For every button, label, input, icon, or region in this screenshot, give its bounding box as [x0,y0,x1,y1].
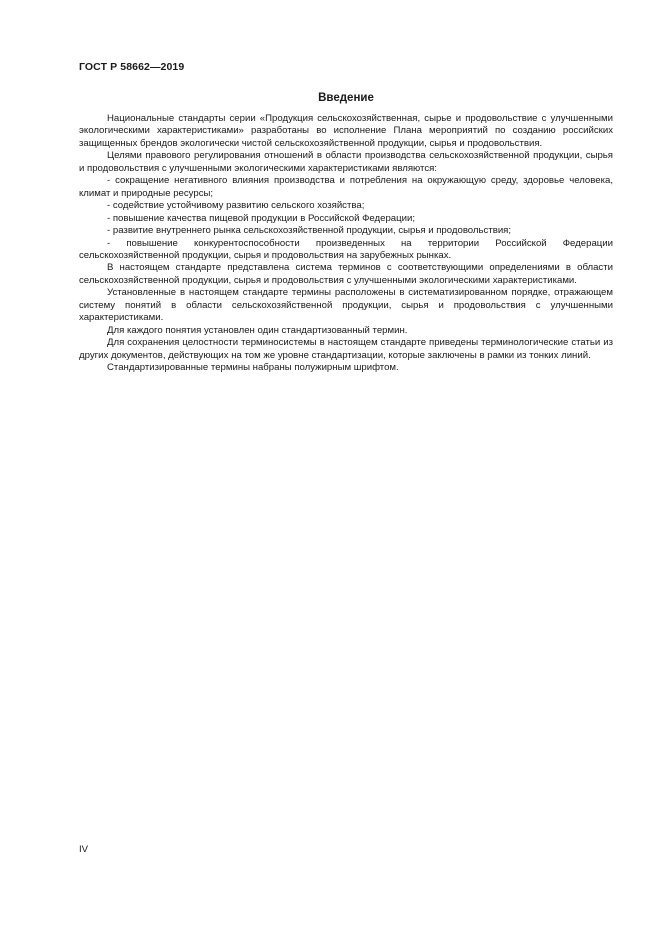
paragraph: Установленные в настоящем стандарте термины расположены в систематизированном порядке, отражающем систему понятий в области сельскохозяйственной продукции, сырья и продовольствия с улучшенными характеристиками. [79,287,613,324]
page-number: IV [79,844,89,855]
paragraph: Стандартизированные термины набраны полужирным шрифтом. [107,362,399,374]
paragraph: Целями правового регулирования отношений в области производства сельскохозяйственной продукции, сырья и продовольствия с улучшенными экологическими характеристиками являются: [79,150,613,174]
list-item: - содействие устойчивому развитию сельского хозяйства; [107,200,365,212]
section-body [79,113,613,375]
section-title: Введение [318,92,374,104]
list-item: - повышение качества пищевой продукции в Российской Федерации; [107,212,416,224]
list-item: - развитие внутреннего рынка сельскохозяйственной продукции, сырья и продовольствия; [107,225,512,237]
list-item: - сокращение негативного влияния производства и потребления на окружающую среду, здоровье человека, климат и природные ресурсы; [79,175,613,199]
list-item: - повышение конкурентоспособности произведенных на территории Российской Федерации сельскохозяйственной продукции, сырья и продовольствия на зарубежных рынках. [79,237,613,261]
paragraph: Для сохранения целостности терминосистемы в настоящем стандарте приведены терминологические статьи из других документов, действующих на том же уровне стандартизации, которые заключены в рамки из тонких линий. [79,337,613,361]
paragraph: В настоящем стандарте представлена система терминов с соответствующими определениями в области сельскохозяйственной продукции, сырья и продовольствия с улучшенными экологическими характеристиками. [79,262,613,286]
paragraph: Для каждого понятия установлен один стандартизованный термин. [107,324,408,336]
paragraph: Национальные стандарты серии «Продукция сельскохозяйственная, сырье и продовольствие с улучшенными экологическими характеристиками» разработаны во исполнение Плана мероприятий по созданию российских защищенных брендов экологически чистой сельскохозяйственной продукции, сырья и продовольствия. [79,113,613,149]
document-code: ГОСТ Р 58662—2019 [79,61,185,73]
